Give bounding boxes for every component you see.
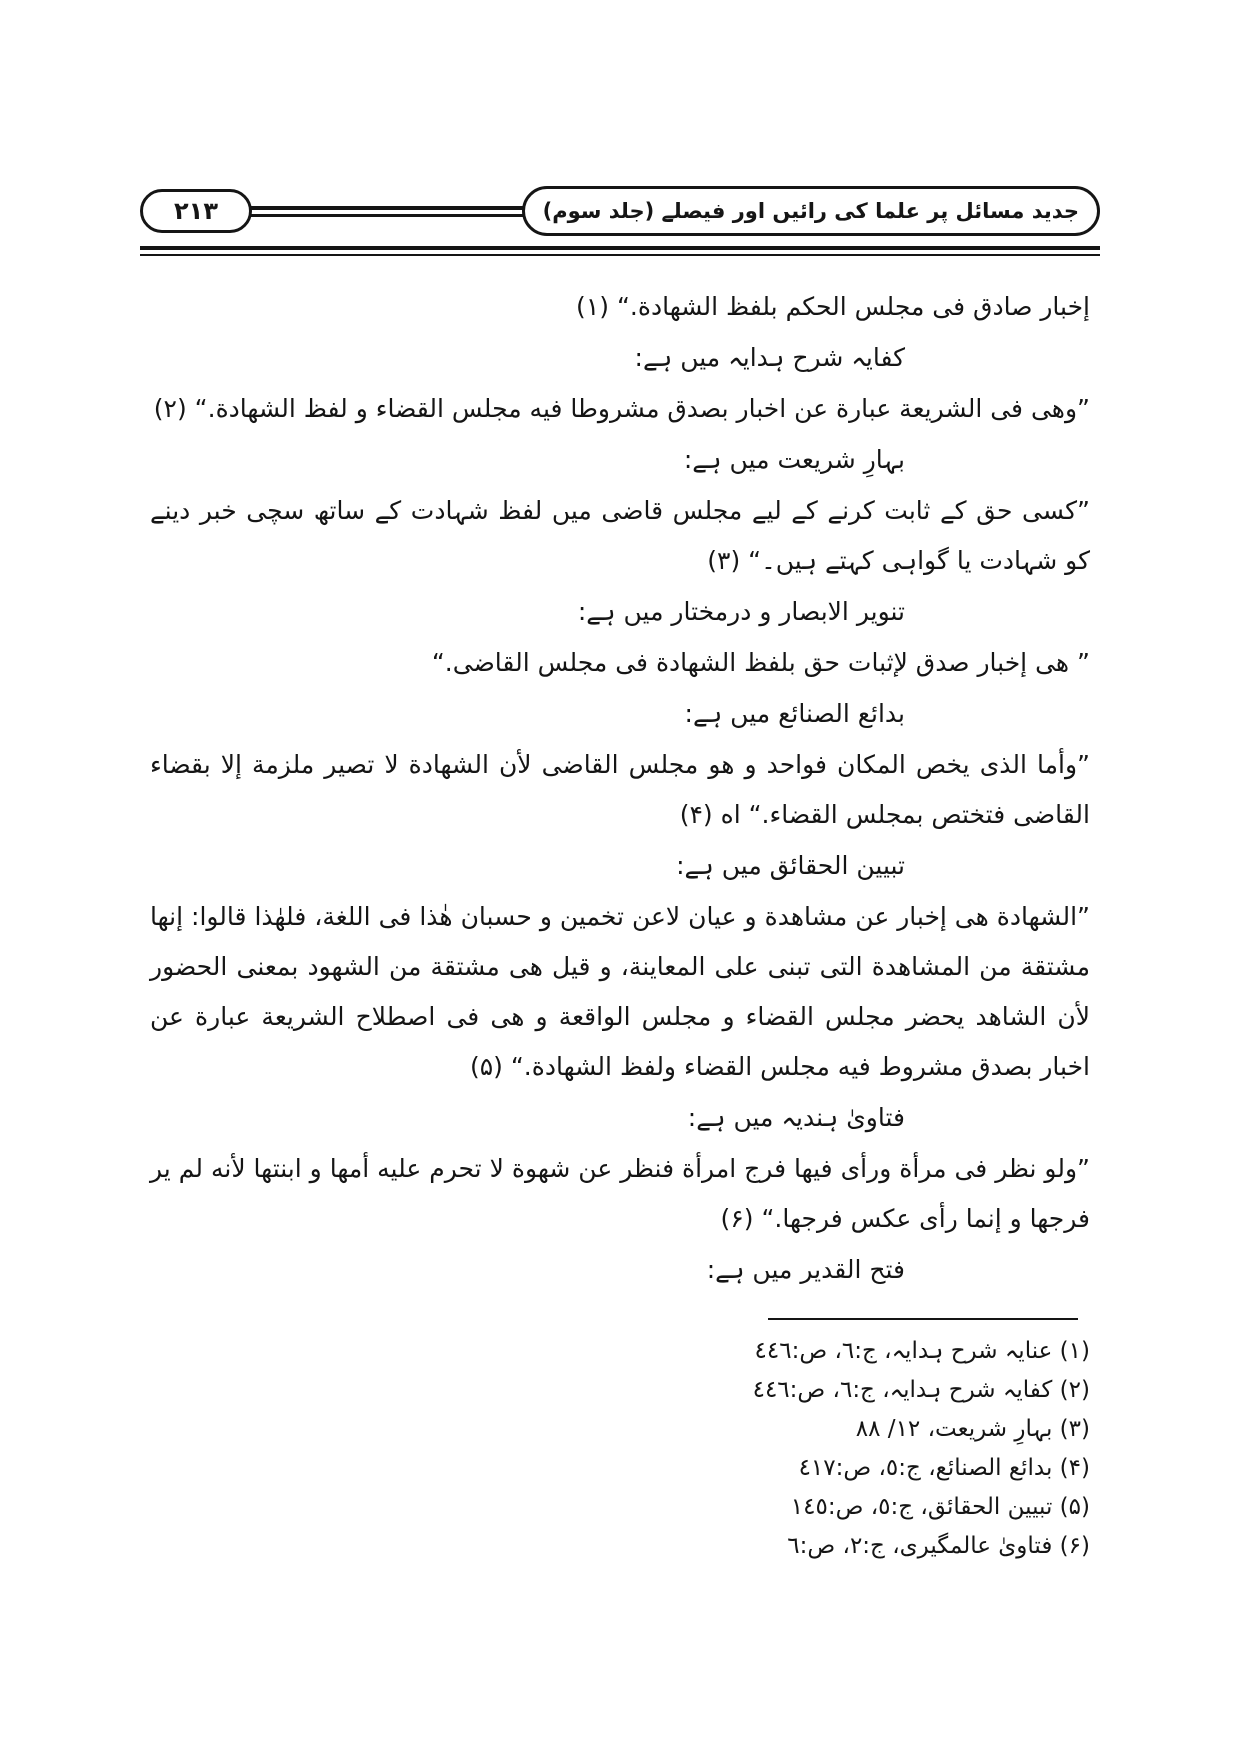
footnotes-section — [150, 1318, 1090, 1566]
source-heading: کفایہ شرح ہدایہ میں ہے: — [634, 343, 905, 372]
body-text — [150, 282, 1090, 1292]
urdu-quote: ”کسی حق کے ثابت کرنے کے لیے مجلس قاضی میں لفظ شہادت کے ساتھ سچی خبر دینے کو شہادت یا گواہی کہتے ہیں۔“ (۳) — [150, 496, 1090, 575]
page-number: ۲۱۳ — [174, 197, 218, 225]
source-heading: بہارِ شریعت میں ہے: — [683, 445, 905, 474]
arabic-quote: إخبار صادق فى مجلس الحكم بلفظ الشهادة.“ (۱) — [576, 292, 1090, 321]
footnote-separator-rule — [768, 1318, 1078, 1320]
book-title-badge — [522, 186, 1100, 236]
arabic-quote: ”وأما الذى يخص المكان فواحد و هو مجلس القاضى لأن الشهادة لا تصير ملزمة إلا بقضاء القاضى فتختص بمجلس القضاء.“ اه (۴) — [150, 750, 1090, 829]
footnote-item: (۱) عنایہ شرح ہدایہ، ج:٦، ص:٤٤٦ — [754, 1338, 1090, 1364]
source-heading: فتح القدیر میں ہے: — [706, 1255, 905, 1284]
arabic-quote: ”ولو نظر فى مرأة ورأى فيها فرج امرأة فنظر عن شهوة لا تحرم عليه أمها و ابنتها لأنه لم ير فرجها و إنما رأى عكس فرجها.“ (۶) — [150, 1154, 1090, 1233]
page-header — [140, 186, 1100, 236]
footnote-item: (۵) تبیین الحقائق، ج:٥، ص:١٤٥ — [790, 1494, 1090, 1520]
source-heading: بدائع الصنائع میں ہے: — [684, 699, 905, 728]
footnote-item: (۴) بدائع الصنائع، ج:٥، ص:٤١٧ — [798, 1455, 1090, 1481]
source-heading: تبیین الحقائق میں ہے: — [676, 851, 905, 880]
book-title: جدید مسائل پر علما کی رائیں اور فیصلے (جلد سوم) — [542, 199, 1079, 223]
footnote-item: (۲) کفایہ شرح ہدایہ، ج:٦، ص:٤٤٦ — [752, 1377, 1090, 1403]
footnote-item: (۶) فتاویٰ عالمگیری، ج:٢، ص:٦ — [787, 1533, 1090, 1559]
source-heading: فتاویٰ ہندیہ میں ہے: — [687, 1103, 905, 1132]
header-double-rule — [140, 246, 1100, 256]
arabic-quote: ” هى إخبار صدق لإثبات حق بلفظ الشهادة فى مجلس القاضى.“ — [431, 648, 1090, 677]
footnote-item: (۳) بہارِ شریعت، ١٢/ ٨٨ — [855, 1416, 1090, 1442]
source-heading: تنویر الابصار و درمختار میں ہے: — [577, 597, 905, 626]
header-connector-rule — [249, 206, 525, 217]
arabic-quote: ”وهى فى الشريعة عبارة عن اخبار بصدق مشروطا فيه مجلس القضاء و لفظ الشهادة.“ (۲) — [153, 394, 1090, 423]
arabic-quote: ”الشهادة هى إخبار عن مشاهدة و عيان لاعن تخمين و حسبان هٰذا فى اللغة، فلهٰذا قالوا: إنها مشتقة من المشاهدة التى تبنى على المعاينة، و قيل هى مشتقة من الشهود بمعنى الحضور لأن الشاهد يحضر مجلس القضاء و مجلس الواقعة و هى فى اصطلاح الشريعة عبارة عن اخبار بصدق مشروط فيه مجلس القضاء ولفظ الشهادة.“ (۵) — [150, 902, 1090, 1081]
page-number-badge — [140, 189, 252, 233]
